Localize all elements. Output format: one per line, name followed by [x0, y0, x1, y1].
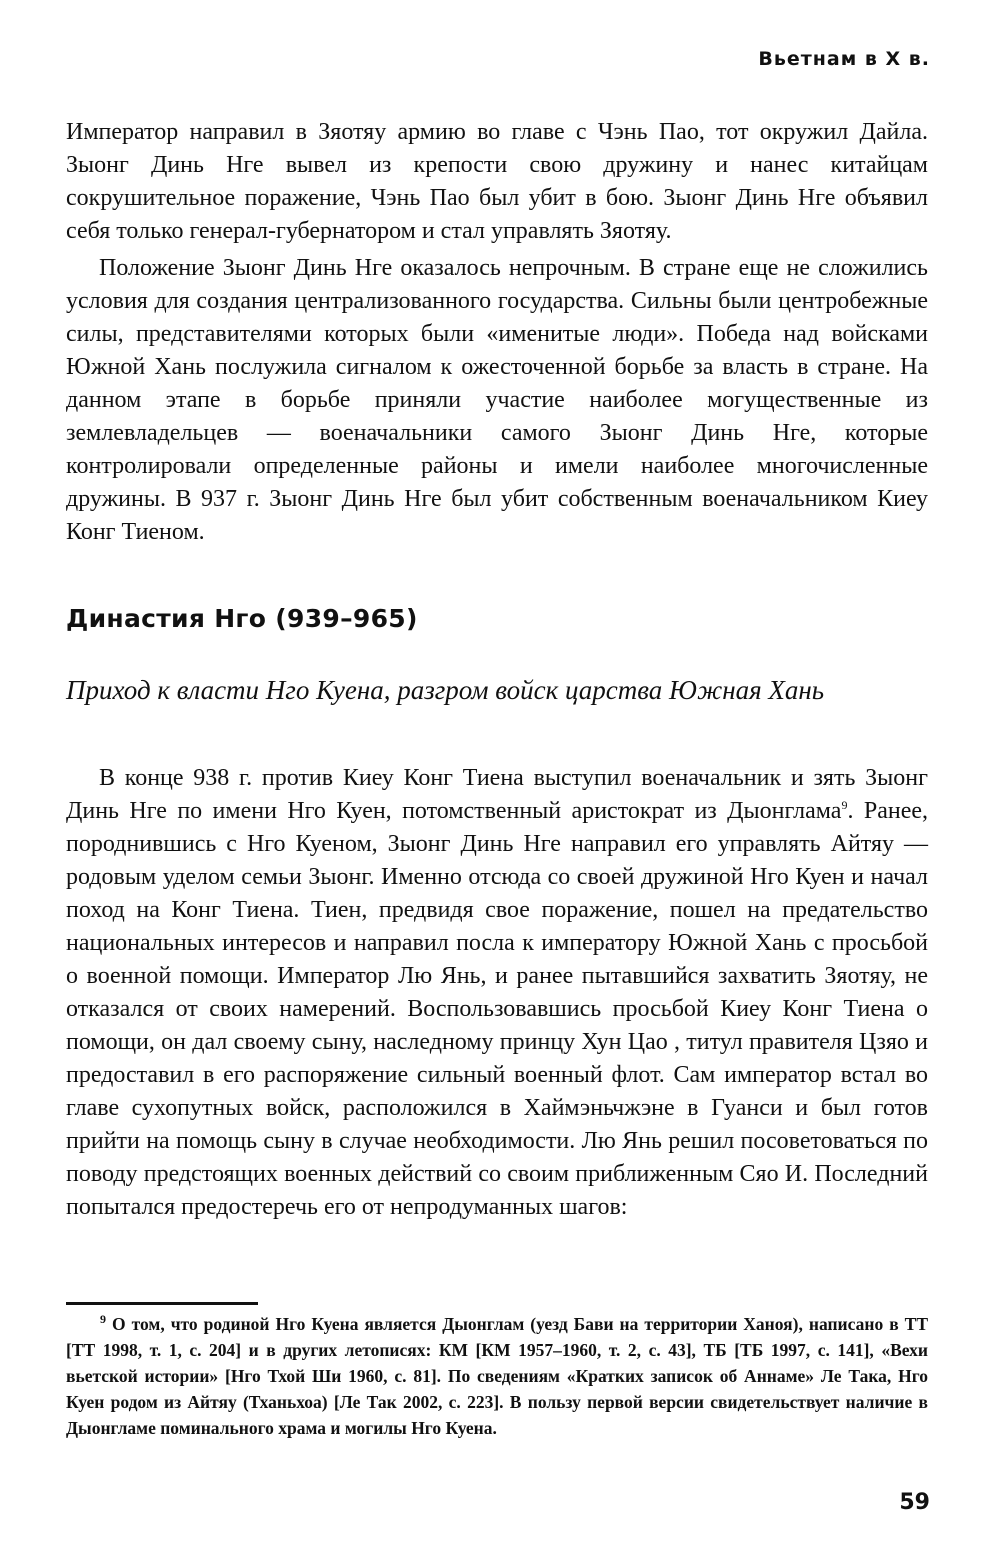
section-heading: Династия Нго (939–965) [66, 604, 418, 633]
paragraph-2 [66, 252, 928, 549]
paragraph-3-text-end: . Ранее, породнившись с Нго Куеном, Зыонг Динь Нге направил его управлять Айтяу — родовым уделом семьи Зыонг. Именно отсюда со своей дружиной Нго Куен и начал поход на Конг Тиена. Тиен, предвидя свое поражение, пошел на предательство национальных интересов и направил посла к императору Южной Хань с просьбой о военной помощи. Император Лю Янь, и ранее пытавшийся захватить Зяотяу, не отказался от своих намерений. Воспользовавшись просьбой Киеу Конг Тиена о помощи, он дал своему сыну, наследному принцу Хун Цао , титул правителя Цзяо и предоставил в его распоряжение сильный военный флот. Сам император встал во главе сухопутных войск, расположился в Хаймэньчжэне в Гуанси и был готов прийти на помощь сыну в случае необходимости. Лю Янь решил посоветоваться по поводу предстоящих военных действий со своим приближенным Сяо И. Последний попытался предостеречь его от непродуманных шагов: [66, 798, 928, 1220]
paragraph-1 [66, 116, 928, 248]
paragraph-1-text: Император направил в Зяотяу армию во главе с Чэнь Пао, тот окружил Дайла. Зыонг Динь Нге вывел из крепости свою дружину и нанес китайцам сокрушительное поражение, Чэнь Пао был убит в бою. Зыонг Динь Нге объявил себя только генерал-губернатором и стал управлять Зяотяу. [66, 119, 928, 244]
footnote-reference: 9 [841, 798, 848, 812]
footnote-text: О том, что родиной Нго Куена является Дыонглам (уезд Бави на территории Ханоя), написано в ТТ [ТТ 1998, т. 1, с. 204] и в других летописях: КМ [КМ 1957–1960, т. 2, с. 43], ТБ [ТБ 1997, с. 141], «Вехи вьетской истории» [Нго Тхой Ши 1960, с. 81]. По сведениям «Кратких записок об Аннаме» Ле Така, Нго Куен родом из Айтяу (Тханьхоа) [Ле Так 2002, с. 223]. В пользу первой версии свидетельствует наличие в Дыонгламе поминального храма и могилы Нго Куена. [66, 1314, 928, 1438]
footnote-number: 9 [100, 1312, 106, 1327]
footnote [66, 1311, 928, 1441]
paragraph-2-text: Положение Зыонг Динь Нге оказалось непрочным. В стране еще не сложились условия для создания централизованного государства. Сильны были центробежные силы, представителями которых были «именитые люди». Победа над войсками Южной Хань послужила сигналом к ожесточенной борьбе за власть в стране. На данном этапе в борьбе приняли участие наиболее могущественные из землевладельцев — военачальники самого Зыонг Динь Нге, которые контролировали определенные районы и имели наиболее многочисленные дружины. В 937 г. Зыонг Динь Нге был убит собственным военачальником Киеу Конг Тиеном. [66, 255, 928, 545]
paragraph-3-text [66, 762, 928, 1224]
subsection-heading: Приход к власти Нго Куена, разгром войск царства Южная Хань [66, 675, 825, 705]
paragraph-3-text-start: В конце 938 г. против Киеу Конг Тиена выступил военачальник и зять Зыонг Динь Нге по имени Нго Куен, потомственный аристократ из Дыонглама [66, 765, 928, 824]
running-head: Вьетнам в X в. [758, 48, 930, 70]
paragraph-3 [66, 762, 928, 1224]
page-number: 59 [899, 1490, 930, 1515]
footnote-divider [66, 1302, 258, 1305]
